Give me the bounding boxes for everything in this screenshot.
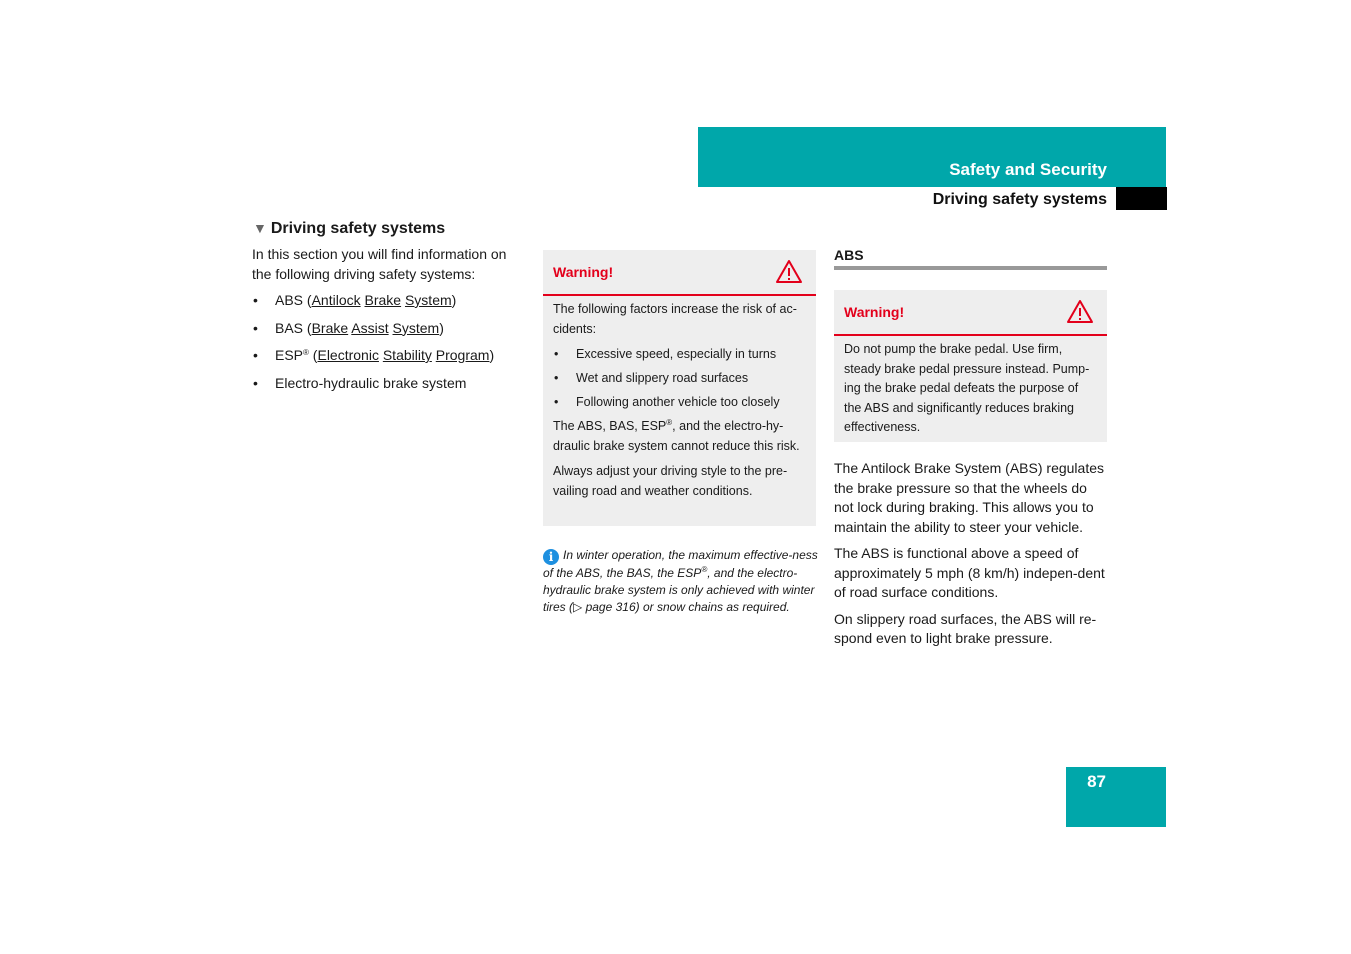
- info-icon: i: [543, 549, 559, 565]
- header-tab-marker: [1116, 187, 1167, 210]
- list-item: • Following another vehicle too closely: [553, 393, 806, 413]
- warning-title: Warning!: [553, 264, 614, 280]
- heading-rule: [834, 266, 1107, 270]
- list-item-ehb: • Electro-hydraulic brake system: [252, 374, 532, 393]
- section-heading: [253, 217, 445, 240]
- warning-triangle-icon: [1066, 299, 1094, 324]
- warning-header: [834, 290, 1107, 336]
- list-item: • Wet and slippery road surfaces: [553, 369, 806, 389]
- warning-systems-limit: The ABS, BAS, ESP®, and the electro-hy-draulic brake system cannot reduce this risk.: [553, 418, 800, 453]
- triangle-right-icon: ▷: [573, 600, 583, 614]
- page-reference-link[interactable]: page 316: [585, 600, 636, 614]
- chapter-title: Safety and Security: [949, 160, 1107, 179]
- info-note: i In winter operation, the maximum effective-ness of the ABS, the BAS, the ESP®, and the electro-hydraulic brake system is only achieved with winter tires (▷ page 316) or snow chains as required.: [543, 548, 818, 614]
- abs-paragraph: On slippery road surfaces, the ABS will re-spond even to light brake pressure.: [834, 610, 1097, 646]
- warning-title: Warning!: [844, 304, 905, 320]
- section-title: Driving safety systems: [932, 191, 1107, 208]
- warning-triangle-icon: [775, 259, 803, 284]
- list-item-abs: • ABS (Antilock Brake System): [252, 291, 532, 310]
- section-intro: In this section you will find information on the following driving safety systems:: [252, 246, 507, 282]
- warning-intro: The following factors increase the risk of ac-cidents:: [553, 302, 797, 336]
- abs-paragraph: The Antilock Brake System (ABS) regulates the brake pressure so that the wheels do not lock during braking. This allows you to maintain the ability to steer your vehicle.: [834, 460, 1104, 535]
- triangle-down-icon: ▼: [253, 220, 267, 236]
- warning-text: Do not pump the brake pedal. Use firm, steady brake pedal pressure instead. Pump-ing the brake pedal defeats the purpose of the ABS and significantly reduces braking effectiveness.: [844, 342, 1090, 434]
- warning-box-brake-pedal: [834, 290, 1107, 442]
- warning-box-accident-risk: [543, 250, 816, 526]
- warning-header: [543, 250, 816, 296]
- abs-description: [834, 459, 1109, 656]
- warning-body: [834, 336, 1107, 452]
- warning-driving-advice: Always adjust your driving style to the pre-vailing road and weather conditions.: [553, 464, 788, 498]
- list-item: • Excessive speed, especially in turns: [553, 345, 806, 365]
- list-item-bas: • BAS (Brake Assist System): [252, 319, 532, 338]
- page-number: 87: [1087, 772, 1106, 791]
- risk-factors-list: [553, 345, 806, 413]
- warning-body: [543, 296, 816, 515]
- abs-heading: ABS: [834, 247, 864, 263]
- list-item-esp: • ESP® (Electronic Stability Program): [252, 346, 532, 365]
- systems-list: [252, 291, 532, 401]
- section-heading-text: Driving safety systems: [270, 220, 446, 237]
- abs-paragraph: The ABS is functional above a speed of approximately 5 mph (8 km/h) indepen-dent of road surface conditions.: [834, 545, 1105, 600]
